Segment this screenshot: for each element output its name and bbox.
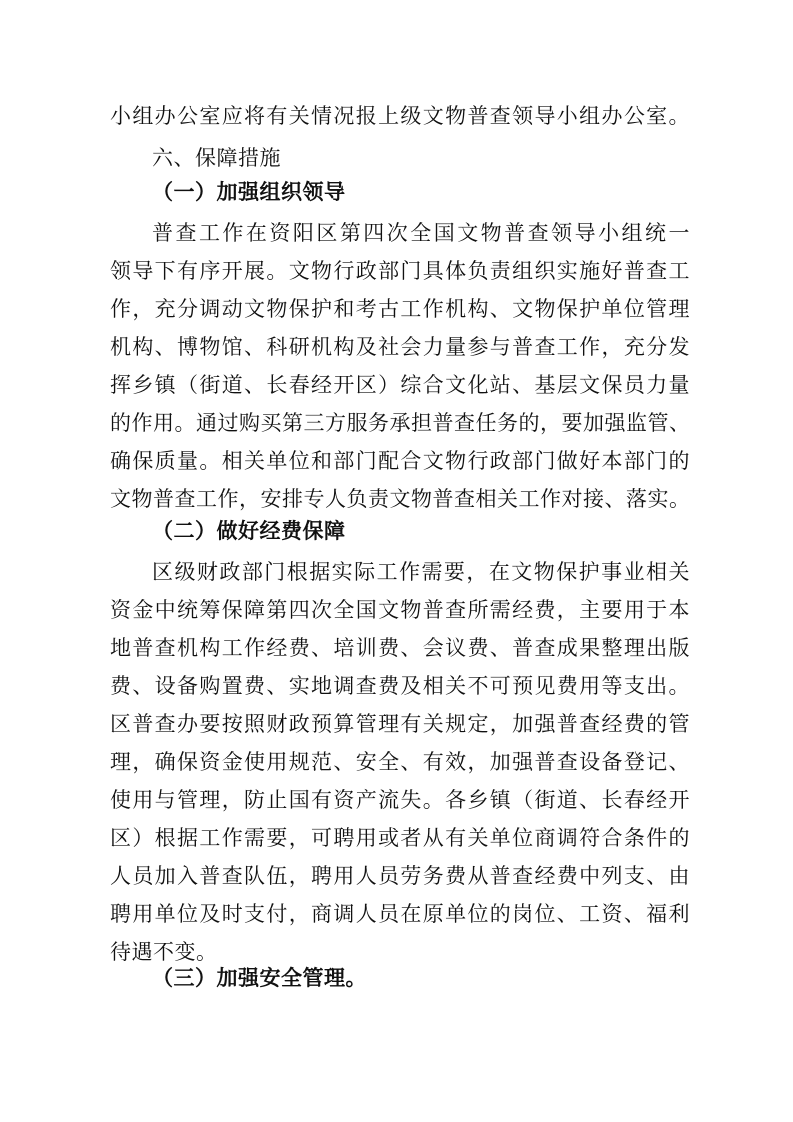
paragraph-line: 领导下有序开展。文物行政部门具体负责组织实施好普查工 (110, 259, 690, 283)
paragraph-line: 理，确保资金使用规范、安全、有效，加强普查设备登记、 (110, 750, 690, 774)
paragraph-line: 费、设备购置费、实地调查费及相关不可预见费用等支出。 (110, 674, 690, 698)
paragraph-line: 资金中统筹保障第四次全国文物普查所需经费，主要用于本 (110, 598, 690, 622)
paragraph-line: 确保质量。相关单位和部门配合文物行政部门做好本部门的 (110, 449, 690, 473)
paragraph-line: 小组办公室应将有关情况报上级文物普查领导小组办公室。 (110, 104, 690, 128)
paragraph-line: 使用与管理，防止国有资产流失。各乡镇（街道、长春经开 (110, 788, 690, 812)
subsection-heading-1: （一）加强组织领导 (152, 180, 346, 204)
paragraph-line: 聘用单位及时支付，商调人员在原单位的岗位、工资、福利 (110, 902, 690, 926)
subsection-heading-2: （二）做好经费保障 (152, 519, 346, 543)
section-heading: 六、保障措施 (152, 146, 281, 170)
paragraph-line: 地普查机构工作经费、培训费、会议费、普查成果整理出版 (110, 636, 690, 660)
paragraph-line: 机构、博物馆、科研机构及社会力量参与普查工作，充分发 (110, 335, 690, 359)
paragraph-line: 作，充分调动文物保护和考古工作机构、文物保护单位管理 (110, 297, 690, 321)
subsection-heading-3: （三）加强安全管理。 (152, 966, 367, 990)
paragraph-line: 待遇不变。 (110, 940, 218, 964)
paragraph-line: 区级财政部门根据实际工作需要，在文物保护事业相关 (152, 560, 690, 584)
paragraph-line: 的作用。通过购买第三方服务承担普查任务的，要加强监管、 (110, 411, 691, 435)
paragraph-line: 人员加入普查队伍，聘用人员劳务费从普查经费中列支、由 (110, 864, 690, 888)
paragraph-line: 区普查办要按照财政预算管理有关规定，加强普查经费的管 (110, 712, 690, 736)
paragraph-line: 区）根据工作需要，可聘用或者从有关单位商调符合条件的 (110, 826, 690, 850)
paragraph-line: 挥乡镇（街道、长春经开区）综合文化站、基层文保员力量 (110, 373, 690, 397)
paragraph-line: 普查工作在资阳区第四次全国文物普查领导小组统一 (152, 221, 690, 245)
paragraph-line: 文物普查工作，安排专人负责文物普查相关工作对接、落实。 (110, 487, 691, 511)
